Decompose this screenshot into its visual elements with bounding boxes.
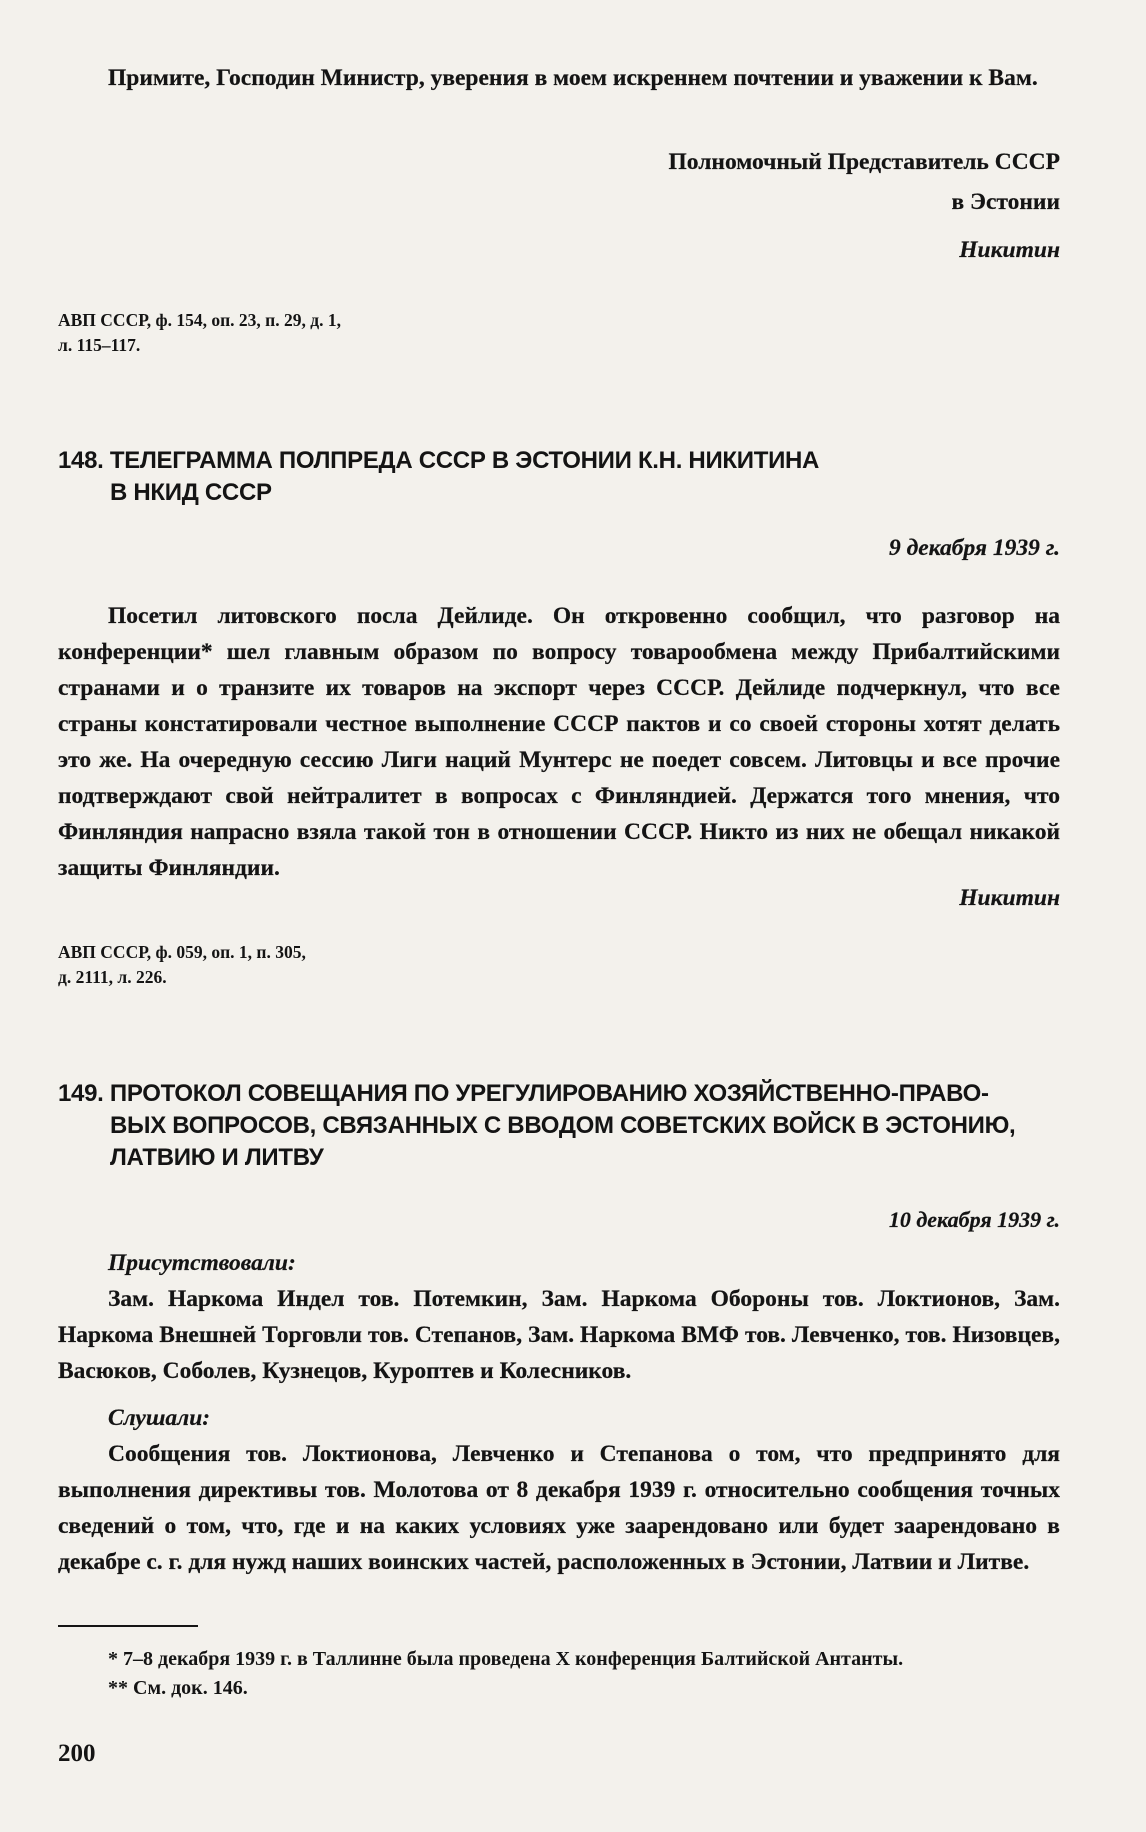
heard-label: Слушали: <box>108 1405 211 1431</box>
footnote-rule <box>58 1625 198 1627</box>
doc149-date-block <box>58 1202 1060 1238</box>
doc149-present-block <box>58 1245 1060 1389</box>
doc148-date-block <box>58 530 1060 566</box>
closing-paragraph: Примите, Господин Министр, уверения в моем искреннем почтении и уважении к Вам. <box>108 65 1038 91</box>
footnote-1: * 7–8 декабря 1939 г. в Таллинне была проведена X конференция Балтийской Антанты. <box>108 1648 904 1670</box>
signer-title-line2: в Эстонии <box>951 189 1060 215</box>
doc148-source-line1: АВП СССР, ф. 059, оп. 1, п. 305, <box>58 942 306 962</box>
doc148-heading-line1: 148. ТЕЛЕГРАММА ПОЛПРЕДА СССР В ЭСТОНИИ К.Н. НИКИТИНА <box>58 447 820 474</box>
present-label: Присутствовали: <box>108 1250 296 1276</box>
doc148-signature <box>58 880 1060 916</box>
present-text: Зам. Наркома Индел тов. Потемкин, Зам. Наркома Обороны тов. Локтионов, Зам. Наркома Внешней Торговли тов. Степанов, Зам. Наркома ВМФ тов. Левченко, тов. Низовцев, Васюков, Соболев, Кузнецов, Куроптев и Колесников. <box>58 1286 1060 1384</box>
footnote-2: ** См. док. 146. <box>108 1677 248 1699</box>
doc148-heading-line2: В НКИД СССР <box>110 479 272 506</box>
doc148-heading <box>58 445 1060 509</box>
source-line1: АВП СССР, ф. 154, оп. 23, п. 29, д. 1, <box>58 310 341 330</box>
doc147-block <box>58 60 1060 96</box>
doc148-source <box>58 940 1060 990</box>
doc149-heard-block <box>58 1400 1060 1580</box>
doc149-heading <box>58 1078 1060 1174</box>
doc149-heading-line2: ВЫХ ВОПРОСОВ, СВЯЗАННЫХ С ВВОДОМ СОВЕТСКИХ ВОЙСК В ЭСТОНИЮ, <box>110 1112 1016 1139</box>
doc148-date: 9 декабря 1939 г. <box>888 535 1060 561</box>
doc148-source-line2: д. 2111, л. 226. <box>58 967 167 987</box>
source-line2: л. 115–117. <box>58 335 141 355</box>
signer-name: Никитин <box>959 237 1060 263</box>
doc148-signer-name: Никитин <box>959 885 1060 911</box>
footnotes <box>58 1625 1060 1703</box>
doc147-signature <box>58 144 1060 268</box>
doc148-body-block <box>58 598 1060 886</box>
signer-title-line1: Полномочный Представитель СССР <box>668 149 1060 175</box>
doc148-body: Посетил литовского посла Дейлиде. Он откровенно сообщил, что разговор на конференции* шел главным образом по вопросу товарообмена между Прибалтийскими странами и о транзите их товаров на экспорт через СССР. Дейлиде подчеркнул, что все страны констатировали честное выполнение СССР пактов и со своей стороны хотят делать это же. На очередную сессию Лиги наций Мунтерс не поедет совсем. Литовцы и все прочие подтверждают свой нейтралитет в вопросах с Финляндией. Держатся того мнения, что Финляндия напрасно взяла такой тон в отношении СССР. Никто из них не обещал никакой защиты Финляндии. <box>58 603 1060 881</box>
page-number: 200 <box>58 1740 96 1767</box>
heard-text: Сообщения тов. Локтионова, Левченко и Степанова о том, что предпринято для выполнения директивы тов. Молотова от 8 декабря 1939 г. относительно сообщения точных сведений о том, что, где и на каких условиях уже заарендовано или будет заарендовано в декабре с. г. для нужд наших воинских частей, расположенных в Эстонии, Латвии и Литве. <box>58 1441 1060 1575</box>
doc147-source <box>58 308 1060 358</box>
doc149-heading-line3: ЛАТВИЮ И ЛИТВУ <box>110 1144 324 1171</box>
doc149-heading-line1: 149. ПРОТОКОЛ СОВЕЩАНИЯ ПО УРЕГУЛИРОВАНИЮ ХОЗЯЙСТВЕННО-ПРАВО- <box>58 1080 989 1107</box>
doc149-date: 10 декабря 1939 г. <box>888 1207 1060 1232</box>
